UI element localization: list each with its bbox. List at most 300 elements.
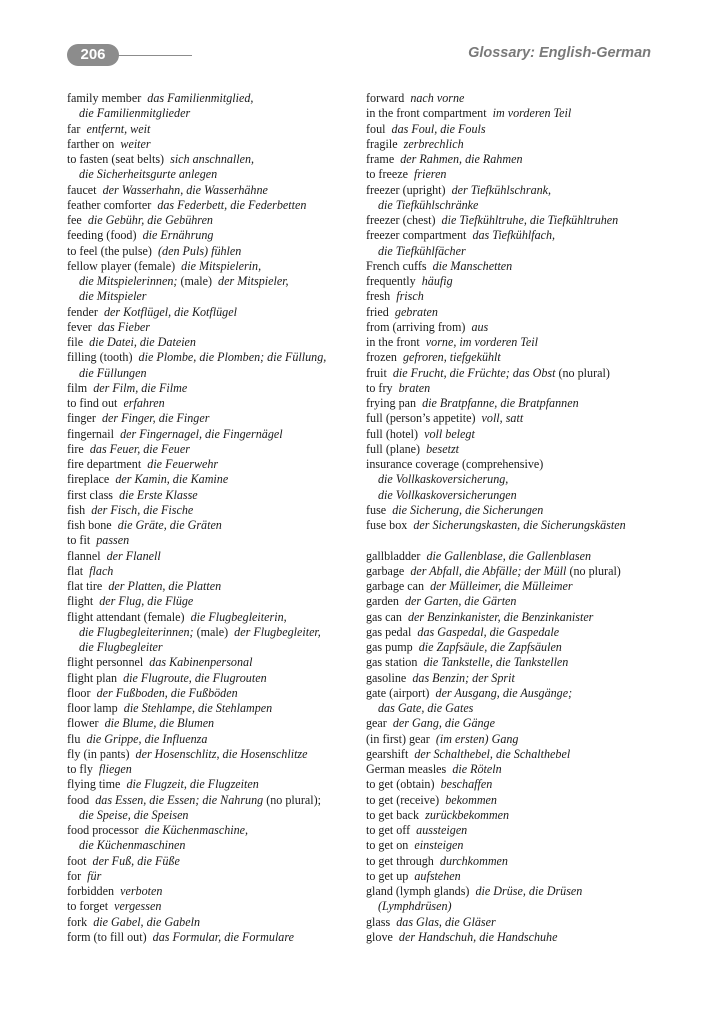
glossary-entry xyxy=(67,716,362,731)
english-term: frozen xyxy=(366,350,397,365)
glossary-entry xyxy=(67,320,362,335)
german-term: der Gang, die Gänge xyxy=(392,716,495,731)
glossary-entry-continuation xyxy=(67,106,362,121)
german-term: die Zapfsäule, die Zapfsäulen xyxy=(418,640,562,654)
english-term: flight plan xyxy=(67,670,118,685)
german-term: für xyxy=(87,868,102,883)
english-term: to get up xyxy=(366,868,409,883)
english-term: to get back xyxy=(366,807,420,822)
german-term: das Gate, die Gates xyxy=(378,701,474,715)
glossary-entry xyxy=(366,655,666,670)
german-term: der Rahmen, die Rahmen xyxy=(400,152,523,166)
german-term: das Foul, die Fouls xyxy=(391,121,486,136)
german-term: der Schalthebel, die Schalthebel xyxy=(414,746,571,761)
german-term: das Glas, die Gläser xyxy=(396,914,496,929)
glossary-entry xyxy=(366,625,666,640)
english-term: to get on xyxy=(366,838,409,853)
english-term: food xyxy=(67,792,90,807)
german-term: die Gallenblase, die Gallenblasen xyxy=(426,548,592,563)
english-term: full (person’s appetite) xyxy=(366,411,476,426)
glossary-entry xyxy=(366,564,666,579)
german-term: das Gaspedal, die Gaspedale xyxy=(417,624,560,639)
glossary-entry-continuation xyxy=(67,366,362,381)
german-term: die Füllungen xyxy=(79,365,147,380)
glossary-entry xyxy=(366,137,666,152)
glossary-entry xyxy=(67,762,362,777)
english-term: full (plane) xyxy=(366,441,421,456)
glossary-entry xyxy=(67,686,362,701)
english-term: glass xyxy=(366,914,391,929)
german-term: das Feuer, die Feuer xyxy=(89,441,190,456)
glossary-entry xyxy=(366,335,666,350)
english-term: gas station xyxy=(366,655,418,670)
german-term: die Datei, die Dateien xyxy=(89,335,196,349)
english-term: fireplace xyxy=(67,472,110,487)
glossary-entry xyxy=(67,244,362,259)
glossary-entry-continuation xyxy=(67,640,362,655)
glossary-entry-continuation xyxy=(366,899,666,914)
german-term: die Tiefkühltruhe, die Tiefkühltruhen xyxy=(441,213,619,227)
glossary-entry xyxy=(67,915,362,930)
glossary-entry xyxy=(67,732,362,747)
glossary-entry xyxy=(67,610,362,625)
english-term: to fasten (seat belts) xyxy=(67,152,165,166)
glossary-entry xyxy=(67,777,362,792)
english-term: gearshift xyxy=(366,746,409,761)
glossary-entry xyxy=(366,579,666,594)
english-term: fork xyxy=(67,914,88,929)
german-term: der Fuß, die Füße xyxy=(92,853,180,868)
english-term: flu xyxy=(67,731,81,746)
english-term: floor lamp xyxy=(67,701,118,715)
english-term: freezer (chest) xyxy=(366,213,436,227)
glossary-entry xyxy=(366,381,666,396)
german-term: die Stehlampe, die Stehlampen xyxy=(123,701,273,715)
glossary-entry xyxy=(366,320,666,335)
english-term: for xyxy=(67,868,82,883)
glossary-entry xyxy=(366,91,666,106)
english-term: fire department xyxy=(67,457,142,471)
german-term: (Lymphdrüsen) xyxy=(378,899,452,914)
glossary-entry xyxy=(67,472,362,487)
english-term: insurance coverage (comprehensive) xyxy=(366,457,544,471)
glossary-entry xyxy=(366,259,666,274)
german-term: der Film, die Filme xyxy=(93,380,188,395)
english-term: forward xyxy=(366,91,405,105)
english-term: freezer (upright) xyxy=(366,182,446,197)
german-term: häufig xyxy=(421,274,453,288)
german-term: voll belegt xyxy=(424,426,475,441)
german-term: weiter xyxy=(120,136,151,151)
english-term: food processor xyxy=(67,823,139,837)
german-term: das Tiefkühlfach, xyxy=(472,228,556,243)
english-term: forbidden xyxy=(67,884,115,898)
german-term: der Flugbegleiter, xyxy=(234,624,321,639)
glossary-entry-continuation xyxy=(366,488,666,503)
glossary-entry xyxy=(366,366,666,381)
german-term: der Abfall, die Abfälle; der Müll xyxy=(410,563,567,578)
german-term: die Tankstelle, die Tankstellen xyxy=(423,655,569,670)
english-term: feather comforter xyxy=(67,197,152,212)
english-term: to get off xyxy=(366,823,411,837)
english-term: finger xyxy=(67,411,96,426)
glossary-entry xyxy=(366,884,666,899)
glossary-entry xyxy=(67,884,362,899)
english-term: flat xyxy=(67,563,84,578)
english-term: file xyxy=(67,335,84,349)
english-term: feeding (food) xyxy=(67,228,137,243)
german-term: das Benzin; der Sprit xyxy=(412,670,515,685)
english-term: to forget xyxy=(67,899,109,914)
glossary-entry xyxy=(67,503,362,518)
english-term: foot xyxy=(67,853,87,868)
glossary-entry xyxy=(366,167,666,182)
glossary-entry-continuation xyxy=(366,472,666,487)
glossary-entry xyxy=(366,686,666,701)
german-term: die Plombe, die Plomben; die Füllung, xyxy=(138,350,327,365)
glossary-entry xyxy=(67,213,362,228)
german-term: die Bratpfanne, die Bratpfannen xyxy=(422,396,579,410)
glossary-entry xyxy=(366,289,666,304)
english-term: fellow player xyxy=(67,258,132,273)
english-term: filling (tooth) xyxy=(67,350,133,365)
german-term: der Fingernagel, die Fingernägel xyxy=(120,426,283,441)
english-term: flight attendant xyxy=(67,609,141,624)
page-number: 206 xyxy=(67,44,119,66)
german-term: die Blume, die Blumen xyxy=(104,716,215,731)
english-term: to get (receive) xyxy=(366,792,440,807)
glossary-entry xyxy=(67,152,362,167)
running-title: Glossary: English-German xyxy=(468,45,651,61)
glossary-entry xyxy=(366,610,666,625)
glossary-entry xyxy=(67,427,362,442)
glossary-entry xyxy=(366,777,666,792)
german-term: das Fieber xyxy=(97,319,150,334)
glossary-entry xyxy=(67,671,362,686)
german-term: die Flugroute, die Flugrouten xyxy=(123,670,267,685)
german-term: die Mitspieler xyxy=(79,289,147,304)
german-term: das Formular, die Formulare xyxy=(152,929,294,944)
english-term: fruit xyxy=(366,365,387,380)
glossary-entry xyxy=(366,442,666,457)
english-term: garden xyxy=(366,594,399,609)
german-term: beschaffen xyxy=(440,777,493,792)
glossary-entry xyxy=(366,869,666,884)
german-term: der Kotflügel, die Kotflügel xyxy=(103,304,237,319)
glossary-entry xyxy=(366,213,666,228)
german-term: die Drüse, die Drüsen xyxy=(475,884,583,898)
english-term: to feel (the pulse) xyxy=(67,243,152,258)
glossary-entry xyxy=(366,640,666,655)
english-term: (female) xyxy=(134,258,176,273)
glossary-column-left xyxy=(67,91,362,945)
glossary-entry xyxy=(366,503,666,518)
german-term: durchkommen xyxy=(439,853,508,868)
german-term: der Flug, die Flüge xyxy=(99,594,194,609)
german-term: die Flugbegleiterin, xyxy=(190,609,287,624)
english-term: gas pedal xyxy=(366,624,412,639)
glossary-entry xyxy=(67,594,362,609)
glossary-entry xyxy=(67,930,362,945)
glossary-entry-continuation xyxy=(67,274,362,289)
glossary-entry xyxy=(366,518,666,533)
letter-group-separator xyxy=(366,533,666,548)
german-term: fliegen xyxy=(98,762,132,776)
glossary-entry xyxy=(366,823,666,838)
german-term: sich anschnallen, xyxy=(170,152,255,166)
german-term: das Familienmitglied, xyxy=(147,91,254,105)
english-term: flat tire xyxy=(67,579,103,593)
glossary-entry xyxy=(67,442,362,457)
glossary-entry xyxy=(366,457,666,472)
english-term: to find out xyxy=(67,396,118,410)
glossary-entry xyxy=(366,808,666,823)
english-term: in the front xyxy=(366,335,420,349)
glossary-entry xyxy=(366,930,666,945)
german-term: der Garten, die Gärten xyxy=(404,594,517,609)
german-term: erfahren xyxy=(123,396,165,410)
german-term: die Mitspielerin, xyxy=(181,258,262,273)
glossary-entry xyxy=(67,701,362,716)
glossary-entry-continuation xyxy=(67,808,362,823)
german-term: der Flanell xyxy=(106,548,161,563)
english-term: first class xyxy=(67,487,114,502)
german-term: die Sicherung, die Sicherungen xyxy=(392,502,544,517)
german-term: der Ausgang, die Ausgänge; xyxy=(435,685,573,700)
german-term: die Gabel, die Gabeln xyxy=(93,914,201,929)
english-term: garbage can xyxy=(366,579,425,593)
german-term: passen xyxy=(96,533,130,548)
german-term: die Küchenmaschine, xyxy=(144,823,249,837)
english-term: faucet xyxy=(67,182,97,197)
english-term: (no plural) xyxy=(569,563,621,578)
glossary-entry xyxy=(67,899,362,914)
german-term: voll, satt xyxy=(481,411,524,426)
english-term: to fit xyxy=(67,533,91,548)
glossary-entry xyxy=(366,549,666,564)
glossary-entry-continuation xyxy=(67,625,362,640)
glossary-entry xyxy=(67,335,362,350)
glossary-entry xyxy=(67,381,362,396)
english-term: glove xyxy=(366,929,393,944)
english-term: gear xyxy=(366,716,387,731)
glossary-entry-continuation xyxy=(67,289,362,304)
glossary-entry xyxy=(67,411,362,426)
english-term: farther on xyxy=(67,136,115,151)
glossary-entry xyxy=(366,274,666,289)
german-term: die Flugzeit, die Flugzeiten xyxy=(126,777,259,792)
english-term: flight xyxy=(67,594,94,609)
german-term: die Tiefkühlschränke xyxy=(378,197,479,212)
glossary-entry xyxy=(67,122,362,137)
glossary-entry xyxy=(67,350,362,365)
glossary-entry xyxy=(366,122,666,137)
german-term: der Finger, die Finger xyxy=(101,411,210,426)
glossary-entry xyxy=(67,396,362,411)
glossary-entry xyxy=(67,137,362,152)
english-term: fee xyxy=(67,213,82,227)
glossary-entry xyxy=(366,427,666,442)
glossary-entry xyxy=(67,793,362,808)
german-term: der Wasserhahn, die Wasserhähne xyxy=(102,182,268,197)
glossary-entry xyxy=(67,228,362,243)
german-term: frieren xyxy=(414,167,447,182)
glossary-entry xyxy=(67,305,362,320)
german-term: der Benzinkanister, die Benzinkanister xyxy=(407,609,594,624)
german-term: frisch xyxy=(396,289,424,304)
english-term: fragile xyxy=(366,136,398,151)
english-term: (male) xyxy=(180,274,212,288)
english-term: to get (obtain) xyxy=(366,777,435,792)
glossary-entry xyxy=(67,488,362,503)
glossary-entry xyxy=(366,106,666,121)
glossary-entry xyxy=(366,854,666,869)
glossary-entry xyxy=(366,732,666,747)
glossary-entry xyxy=(67,533,362,548)
german-term: der Kamin, die Kamine xyxy=(115,472,229,487)
german-term: besetzt xyxy=(426,441,460,456)
english-term: gate (airport) xyxy=(366,685,430,700)
english-term: German measles xyxy=(366,762,447,776)
glossary-entry xyxy=(366,594,666,609)
glossary-entry xyxy=(67,655,362,670)
german-term: der Handschuh, die Handschuhe xyxy=(398,929,558,944)
glossary-entry-continuation xyxy=(366,701,666,716)
english-term: (male) xyxy=(196,624,229,639)
glossary-entry xyxy=(67,869,362,884)
glossary-entry xyxy=(67,854,362,869)
glossary-entry xyxy=(67,457,362,472)
glossary-entry xyxy=(67,579,362,594)
english-term: flower xyxy=(67,716,99,731)
german-term: der Fußboden, die Fußböden xyxy=(96,685,238,700)
english-term: full (hotel) xyxy=(366,426,419,441)
glossary-entry xyxy=(67,183,362,198)
english-term: foul xyxy=(366,121,386,136)
glossary-entry xyxy=(366,716,666,731)
german-term: bekommen xyxy=(445,792,497,807)
german-term: die Sicherheitsgurte anlegen xyxy=(79,167,218,182)
english-term: flying time xyxy=(67,777,121,792)
german-term: die Manschetten xyxy=(432,258,513,273)
glossary-column-right xyxy=(366,91,666,945)
english-term: fly (in pants) xyxy=(67,746,130,761)
english-term: family member xyxy=(67,91,142,105)
german-term: die Mitspielerinnen; xyxy=(79,274,178,288)
german-term: der Mülleimer, die Mülleimer xyxy=(430,579,573,593)
english-term: far xyxy=(67,121,81,136)
glossary-entry-continuation xyxy=(366,244,666,259)
german-term: einsteigen xyxy=(414,838,464,853)
glossary-entry xyxy=(67,549,362,564)
english-term: fish xyxy=(67,502,86,517)
german-term: der Fisch, die Fische xyxy=(91,502,194,517)
english-term: fuse xyxy=(366,502,387,517)
english-term: flannel xyxy=(67,548,101,563)
german-term: gebraten xyxy=(394,304,438,319)
english-term: to freeze xyxy=(366,167,408,182)
glossary-entry-continuation xyxy=(67,838,362,853)
glossary-entry xyxy=(366,793,666,808)
glossary-entry xyxy=(366,838,666,853)
german-term: die Röteln xyxy=(452,762,502,776)
english-term: fuse box xyxy=(366,518,408,532)
english-term: gallbladder xyxy=(366,548,421,563)
glossary-entry xyxy=(366,396,666,411)
glossary-entry xyxy=(366,152,666,167)
german-term: die Flugbegleiterinnen; xyxy=(79,624,194,639)
glossary-entry xyxy=(67,518,362,533)
german-term: die Frucht, die Früchte; das Obst xyxy=(392,365,556,380)
english-term: form (to fill out) xyxy=(67,929,147,944)
glossary-entry xyxy=(366,762,666,777)
german-term: zurückbekommen xyxy=(425,807,510,822)
english-term: fingernail xyxy=(67,426,115,441)
english-term: fever xyxy=(67,319,92,334)
glossary-entry xyxy=(67,91,362,106)
glossary-entry xyxy=(366,305,666,320)
glossary-entry xyxy=(366,747,666,762)
german-term: die Familienmitglieder xyxy=(79,106,191,121)
german-term: das Kabinenpersonal xyxy=(149,655,253,670)
german-term: flach xyxy=(89,563,114,578)
german-term: das Essen, die Essen; die Nahrung xyxy=(95,792,264,807)
german-term: die Gebühr, die Gebühren xyxy=(87,213,213,227)
german-term: aus xyxy=(471,319,489,334)
german-term: die Erste Klasse xyxy=(119,487,198,502)
english-term: to fry xyxy=(366,380,393,395)
english-term: floor xyxy=(67,685,91,700)
german-term: die Vollkaskoversicherungen xyxy=(378,487,517,502)
english-term: (no plural) xyxy=(558,365,610,380)
german-term: zerbrechlich xyxy=(403,136,464,151)
english-term: garbage xyxy=(366,563,405,578)
german-term: die Speise, die Speisen xyxy=(79,807,189,822)
english-term: fried xyxy=(366,304,389,319)
german-term: der Platten, die Platten xyxy=(108,579,222,593)
german-term: aufstehen xyxy=(414,868,461,883)
german-term: die Ernährung xyxy=(142,228,214,243)
glossary-entry xyxy=(67,564,362,579)
glossary-entry xyxy=(366,915,666,930)
glossary-entry xyxy=(67,823,362,838)
german-term: entfernt, weit xyxy=(86,121,151,136)
english-term: gas can xyxy=(366,609,402,624)
english-term: flight personnel xyxy=(67,655,144,670)
glossary-entry-continuation xyxy=(67,167,362,182)
german-term: (den Puls) fühlen xyxy=(158,243,242,258)
german-term: vergessen xyxy=(114,899,162,914)
glossary-entry xyxy=(67,198,362,213)
german-term: verboten xyxy=(120,884,163,898)
glossary-entry xyxy=(67,747,362,762)
english-term: (no plural); xyxy=(266,792,321,807)
english-term: fire xyxy=(67,441,84,456)
english-term: French cuffs xyxy=(366,258,427,273)
glossary-entry xyxy=(366,411,666,426)
english-term: frying pan xyxy=(366,396,417,410)
english-term: frame xyxy=(366,152,395,166)
german-term: die Küchenmaschinen xyxy=(79,838,186,853)
english-term: fresh xyxy=(366,289,391,304)
german-term: im vorderen Teil xyxy=(492,106,572,121)
german-term: die Vollkaskoversicherung, xyxy=(378,472,509,487)
english-term: film xyxy=(67,380,88,395)
glossary-entry xyxy=(366,228,666,243)
glossary-entry xyxy=(67,259,362,274)
glossary-entry xyxy=(366,350,666,365)
german-term: der Mitspieler, xyxy=(218,274,289,288)
